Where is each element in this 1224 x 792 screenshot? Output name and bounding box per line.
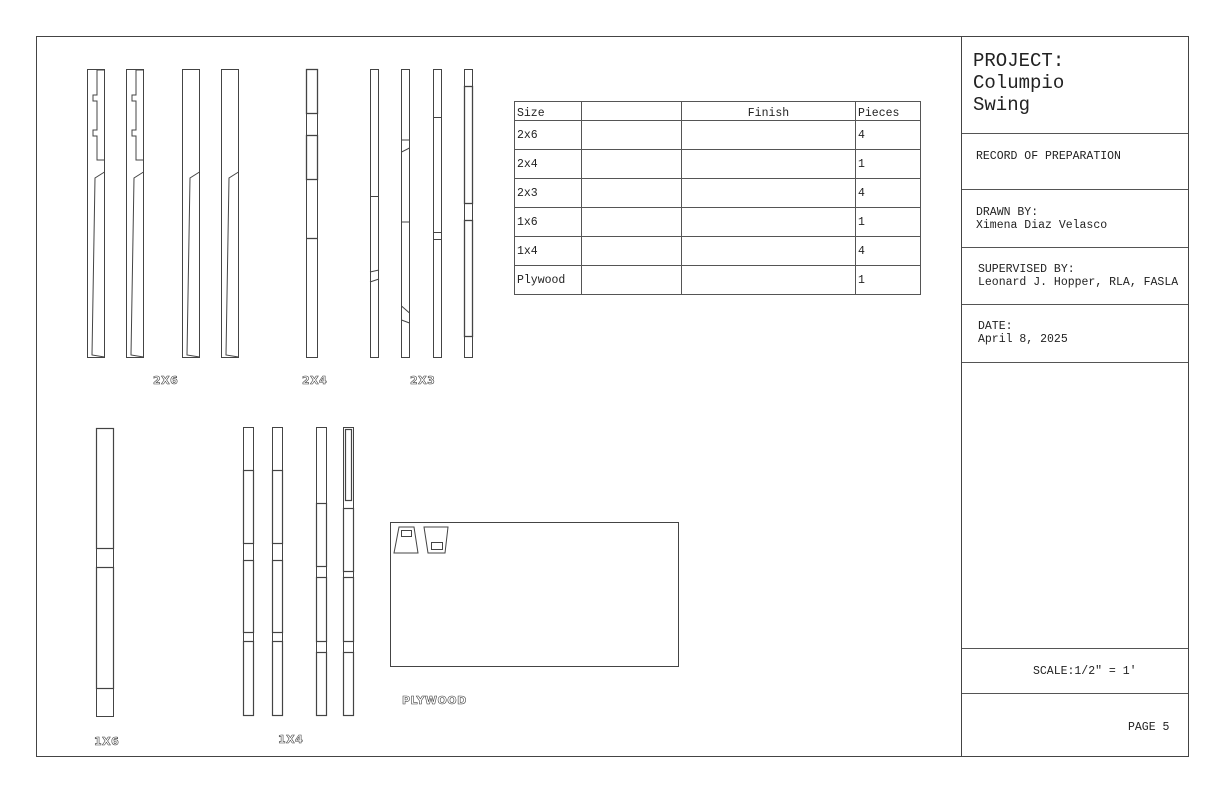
row-blank <box>582 179 682 208</box>
board-group-2x3 <box>370 70 473 358</box>
row-finish <box>682 266 856 295</box>
row-size: Plywood <box>515 266 582 295</box>
page-number: PAGE 5 <box>1128 721 1170 734</box>
row-size: 2x6 <box>515 121 582 150</box>
row-pieces: 1 <box>856 266 921 295</box>
table-row <box>515 208 921 237</box>
scale-text: SCALE:1/2" = 1' <box>1033 665 1137 678</box>
row-finish <box>682 237 856 266</box>
board-1x4-piece <box>317 428 327 716</box>
board-2x6-piece <box>222 70 239 358</box>
row-finish <box>682 121 856 150</box>
title-block-scale <box>962 648 1188 694</box>
row-size: 2x3 <box>515 179 582 208</box>
drawn-by-label: DRAWN BY: <box>976 206 1039 219</box>
board-group-2x6 <box>88 70 239 358</box>
supervised-by-label: SUPERVISED BY: <box>978 263 1075 276</box>
label-2x3: 2X3 <box>410 374 436 387</box>
board-1x6-piece <box>97 429 114 717</box>
title-block-drawn-by <box>962 190 1188 248</box>
board-2x3-piece <box>465 70 473 358</box>
board-2x3-piece <box>433 70 442 358</box>
row-blank <box>582 266 682 295</box>
board-2x3-piece <box>370 70 379 358</box>
row-blank <box>582 208 682 237</box>
table-row <box>515 179 921 208</box>
row-pieces: 1 <box>856 150 921 179</box>
board-2x6-piece <box>127 70 144 358</box>
table-row <box>515 150 921 179</box>
table-row <box>515 237 921 266</box>
label-plywood: PLYWOOD <box>402 694 467 707</box>
board-group-1x4 <box>244 428 354 716</box>
board-2x6-piece <box>183 70 200 358</box>
plywood-sheet <box>391 523 679 667</box>
project-name-line2: Swing <box>973 94 1031 116</box>
board-2x4-piece <box>307 70 318 358</box>
title-block-date <box>962 305 1188 363</box>
row-size: 2x4 <box>515 150 582 179</box>
table-header-row <box>515 102 921 121</box>
board-1x4-piece <box>244 428 254 716</box>
title-block-record <box>962 134 1188 190</box>
header-finish: Finish <box>682 102 856 121</box>
table-row <box>515 266 921 295</box>
date-value: April 8, 2025 <box>978 333 1068 346</box>
record-of-preparation: RECORD OF PREPARATION <box>976 150 1121 163</box>
row-finish <box>682 179 856 208</box>
board-group-2x4 <box>306 70 318 358</box>
title-block-project <box>962 36 1188 134</box>
plywood-cutout <box>424 527 448 553</box>
label-1x4: 1X4 <box>278 733 304 746</box>
project-label: PROJECT: <box>973 50 1065 72</box>
label-2x4: 2X4 <box>302 374 328 387</box>
row-finish <box>682 150 856 179</box>
date-label: DATE: <box>978 320 1013 333</box>
plywood-cutout <box>394 527 418 553</box>
board-2x3-piece <box>402 70 410 358</box>
row-pieces: 4 <box>856 237 921 266</box>
header-size: Size <box>515 102 582 121</box>
label-1x6: 1X6 <box>94 735 120 748</box>
row-blank <box>582 237 682 266</box>
row-blank <box>582 121 682 150</box>
supervised-by-name: Leonard J. Hopper, RLA, FASLA <box>978 276 1179 289</box>
row-pieces: 1 <box>856 208 921 237</box>
row-finish <box>682 208 856 237</box>
label-2x6: 2X6 <box>153 374 179 387</box>
row-pieces: 4 <box>856 121 921 150</box>
row-blank <box>582 150 682 179</box>
board-group-1x6 <box>97 429 114 717</box>
table-row <box>515 121 921 150</box>
row-size: 1x4 <box>515 237 582 266</box>
board-1x4-piece <box>273 428 283 716</box>
header-blank <box>582 102 682 121</box>
title-block-page <box>962 694 1188 756</box>
header-pieces: Pieces <box>856 102 921 121</box>
title-block-supervised-by <box>962 248 1188 305</box>
cut-list-table <box>514 101 921 295</box>
project-name-line1: Columpio <box>973 72 1065 94</box>
row-size: 1x6 <box>515 208 582 237</box>
drawn-by-name: Ximena Diaz Velasco <box>976 219 1108 232</box>
row-pieces: 4 <box>856 179 921 208</box>
board-1x4-piece <box>344 428 354 716</box>
board-2x6-piece <box>88 70 105 358</box>
